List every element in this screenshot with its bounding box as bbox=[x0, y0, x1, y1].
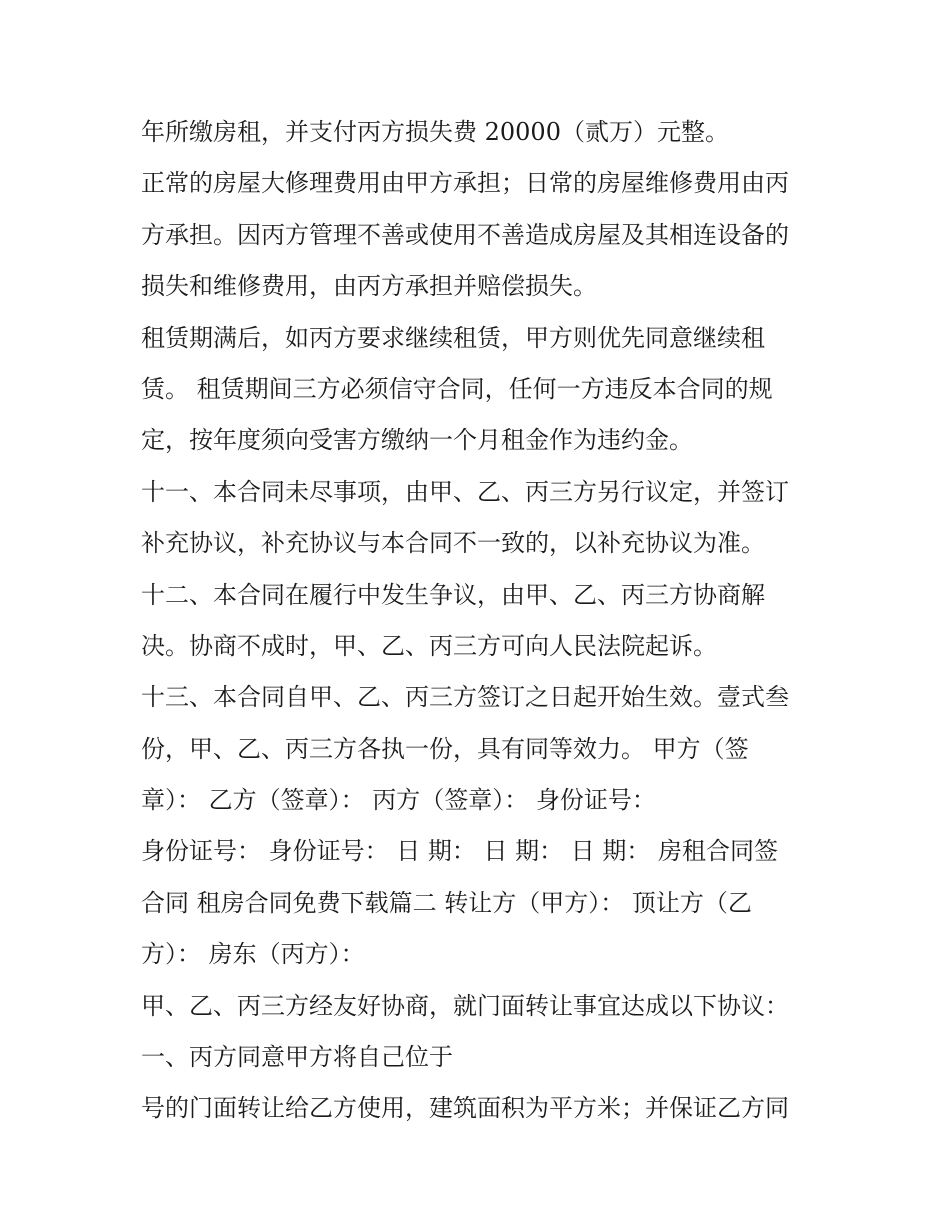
text-line-10: 十二、本合同在履行中发生争议，由甲、乙、丙三方协商解 bbox=[141, 580, 765, 609]
text-line-19: 一、丙方同意甲方将自己位于 bbox=[141, 1043, 453, 1072]
text-line-9: 补充协议，补充协议与本合同不一致的，以补充协议为准。 bbox=[141, 529, 765, 558]
text-line-18: 甲、乙、丙三方经友好协商，就门面转让事宜达成以下协议： bbox=[141, 991, 789, 1020]
text-line-8: 十一、本合同未尽事项，由甲、乙、丙三方另行议定，并签订 bbox=[141, 477, 789, 506]
text-line-3: 方承担。因丙方管理不善或使用不善造成房屋及其相连设备的 bbox=[141, 220, 789, 249]
text-line-16: 合同 租房合同免费下载篇二 转让方（甲方）： 顶让方（乙 bbox=[141, 888, 752, 917]
text-line-2: 正常的房屋大修理费用由甲方承担；日常的房屋维修费用由丙 bbox=[141, 169, 789, 198]
text-line-13: 份，甲、乙、丙三方各执一份，具有同等效力。 甲方（签 bbox=[141, 734, 749, 763]
text-line-6: 赁。 租赁期间三方必须信守合同，任何一方违反本合同的规 bbox=[141, 374, 773, 403]
text-line-17: 方）： 房东（丙方）： bbox=[141, 940, 365, 969]
text-line-15: 身份证号： 身份证号： 日 期： 日 期： 日 期： 房租合同签 bbox=[141, 837, 779, 866]
contract-body-text bbox=[141, 107, 821, 1135]
text-line-20: 号的门面转让给乙方使用，建筑面积为平方米；并保证乙方同 bbox=[141, 1094, 789, 1123]
text-line-11: 决。协商不成时，甲、乙、丙三方可向人民法院起诉。 bbox=[141, 631, 717, 660]
text-line-12: 十三、本合同自甲、乙、丙三方签订之日起开始生效。壹式叁 bbox=[141, 683, 789, 712]
text-line-7: 定，按年度须向受害方缴纳一个月租金作为违约金。 bbox=[141, 426, 693, 455]
text-line-4: 损失和维修费用，由丙方承担并赔偿损失。 bbox=[141, 272, 597, 301]
text-line-14: 章）： 乙方（签章）： 丙方（签章）： 身份证号： bbox=[141, 786, 656, 815]
text-line-5: 租赁期满后，如丙方要求继续租赁，甲方则优先同意继续租 bbox=[141, 323, 765, 352]
text-line-1: 年所缴房租，并支付丙方损失费 20000（贰万）元整。 bbox=[141, 118, 729, 146]
